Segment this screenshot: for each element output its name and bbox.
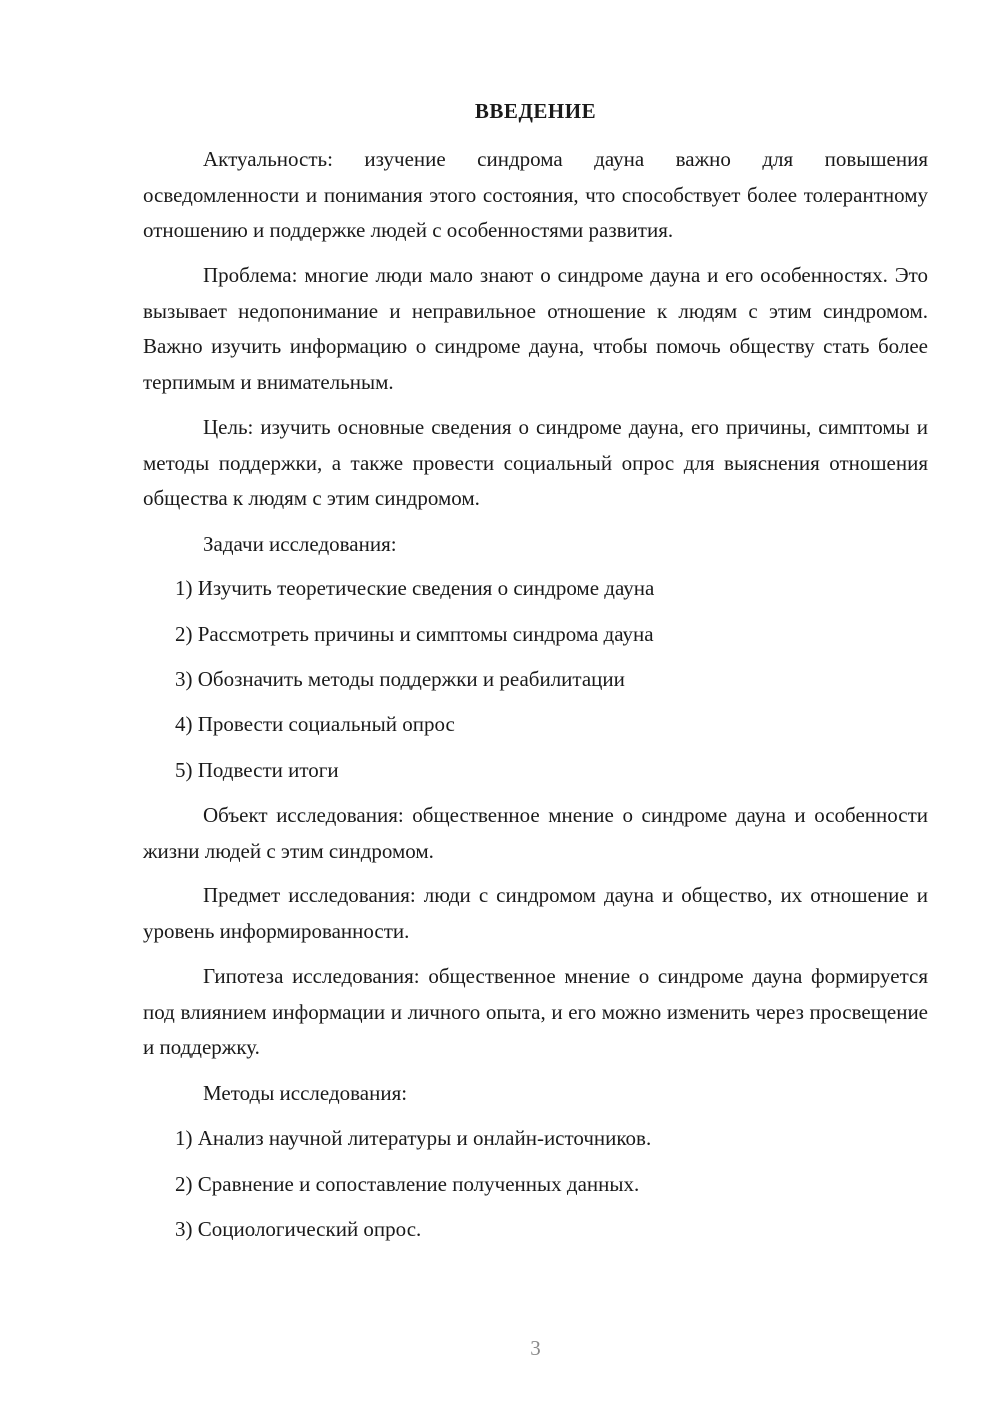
goal-paragraph: Цель: изучить основные сведения о синдроме дауна, его причины, симптомы и методы поддержки, а также провести социальный опрос для выяснения отношения общества к людям с этим синдромом.	[143, 415, 928, 510]
method-item: 3) Социологический опрос.	[175, 1217, 422, 1241]
object-paragraph: Объект исследования: общественное мнение о синдроме дауна и особенности жизни людей с этим синдромом.	[143, 803, 928, 863]
tasks-title: Задачи исследования:	[203, 532, 397, 556]
method-item: 2) Сравнение и сопоставление полученных данных.	[175, 1172, 640, 1196]
task-item: 1) Изучить теоретические сведения о синдроме дауна	[175, 576, 655, 600]
hypothesis-paragraph: Гипотеза исследования: общественное мнение о синдроме дауна формируется под влиянием информации и личного опыта, и его можно изменить через просвещение и поддержку.	[143, 964, 928, 1059]
task-item: 4) Провести социальный опрос	[175, 712, 455, 736]
task-item: 3) Обозначить методы поддержки и реабилитации	[175, 667, 625, 691]
page-number: 3	[530, 1336, 541, 1360]
subject-paragraph: Предмет исследования: люди с синдромом дауна и общество, их отношение и уровень информированности.	[143, 883, 928, 943]
method-item: 1) Анализ научной литературы и онлайн-источников.	[175, 1126, 652, 1150]
document-page	[143, 0, 928, 1414]
page-heading: ВВЕДЕНИЕ	[474, 99, 597, 123]
task-item: 2) Рассмотреть причины и симптомы синдрома дауна	[175, 622, 654, 646]
problem-paragraph: Проблема: многие люди мало знают о синдроме дауна и его особенностях. Это вызывает недопонимание и неправильное отношение к людям с этим синдромом. Важно изучить информацию о синдроме дауна, чтобы помочь обществу стать более терпимым и внимательным.	[143, 263, 928, 394]
relevance-paragraph: Актуальность: изучение синдрома дауна важно для повышения осведомленности и понимания этого состояния, что способствует более толерантному отношению и поддержке людей с особенностями развития.	[143, 147, 928, 242]
methods-title: Методы исследования:	[203, 1081, 408, 1105]
task-item: 5) Подвести итоги	[175, 758, 339, 782]
